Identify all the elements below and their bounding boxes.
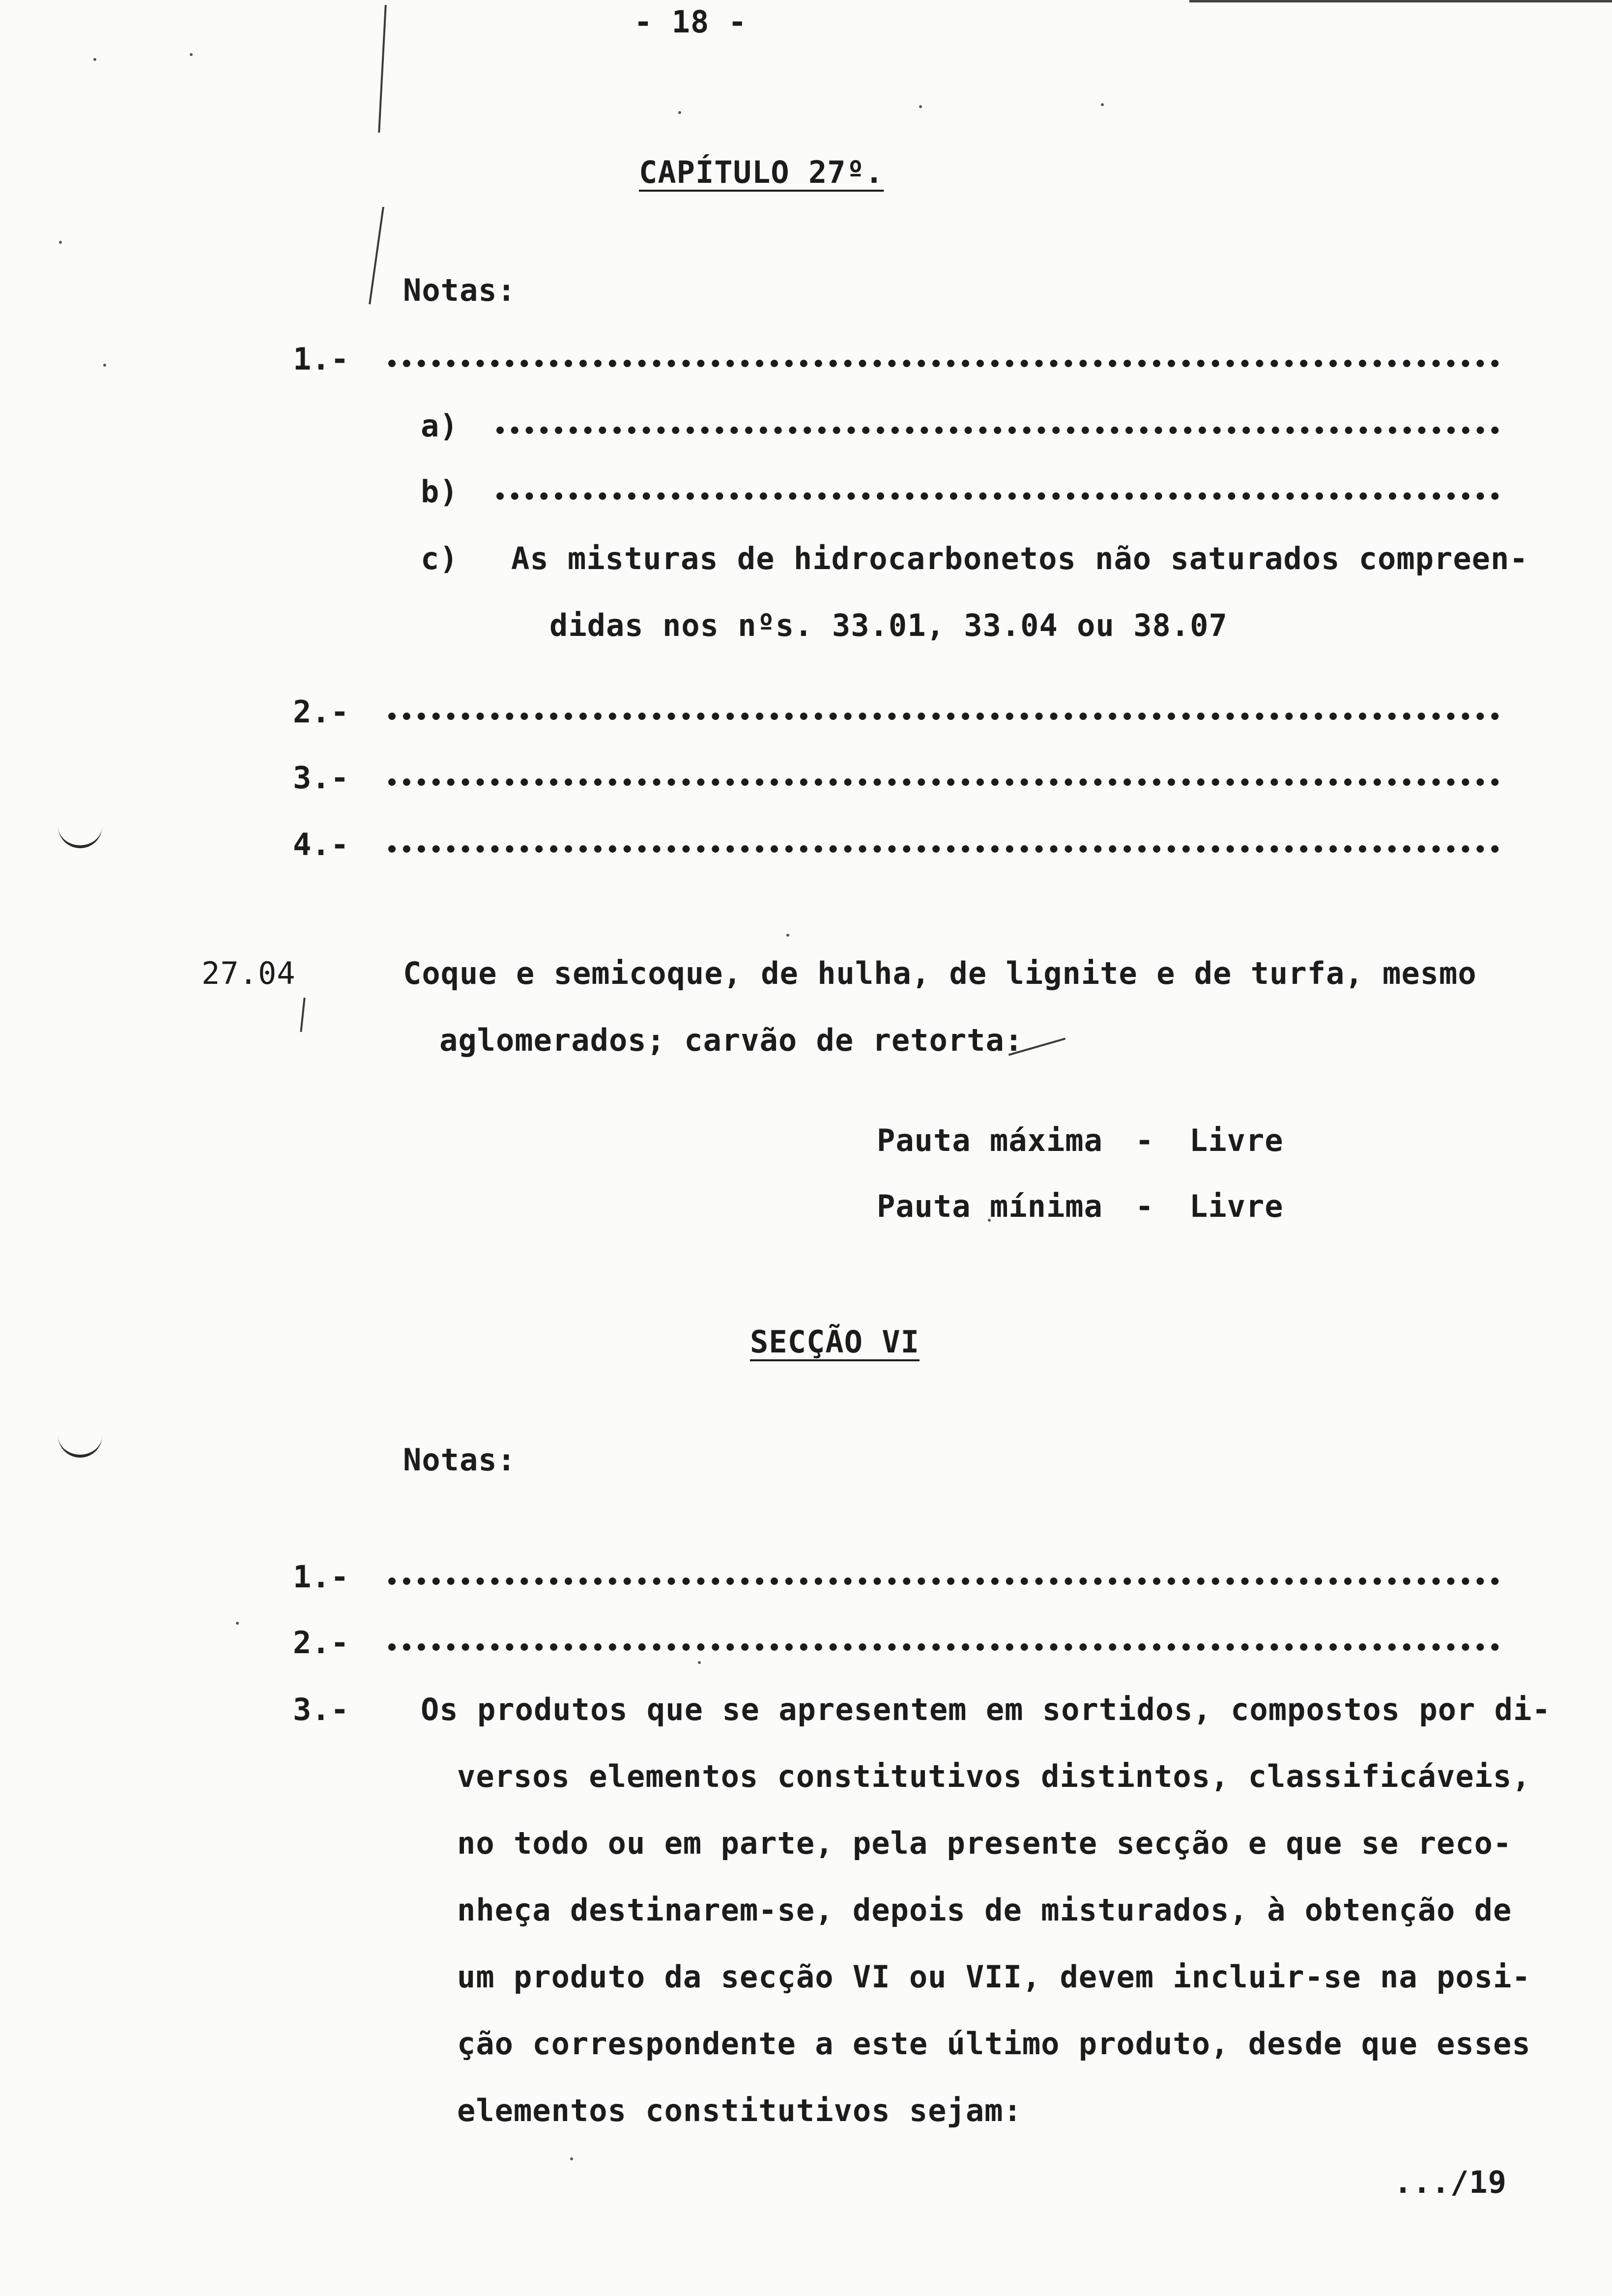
ink-speck [786,934,789,937]
note-number: 3.- [293,1692,349,1727]
ink-speck [59,241,62,244]
ink-speck [678,111,681,114]
section-notes-label: Notas: [403,1442,516,1478]
margin-rule-mark [369,207,384,305]
ink-speck [919,105,922,108]
top-edge-line [1189,0,1612,2]
omission-dots [388,705,1499,720]
section-title: SECÇÃO VI [750,1324,920,1360]
ink-speck [570,2157,573,2160]
tariff-label: Pauta máxima [877,1122,1103,1158]
tariff-value: Livre [1189,1188,1284,1224]
omission-dots [388,1636,1499,1651]
page-number: - 18 - [634,4,747,40]
tariff-value: Livre [1189,1122,1284,1158]
ink-speck [93,58,96,61]
sub-note-letter: a) [421,408,459,444]
ink-speck [1101,103,1104,106]
sub-note-letter: b) [421,474,459,510]
note-number: 3.- [293,760,349,796]
omission-dots [388,837,1499,853]
ink-speck [698,1661,701,1664]
note-paragraph-line: um produto da secção VI ou VII, devem incluir-se na posi- [457,1959,1531,1995]
ink-speck [103,364,106,367]
omission-dots [496,485,1499,500]
chapter-notes-label: Notas: [403,272,516,308]
chapter-title: CAPÍTULO 27º. [639,154,884,190]
ink-speck [236,1622,239,1625]
tariff-heading-code: 27.04 [202,955,296,991]
continuation-marker: .../19 [1394,2164,1507,2200]
note-paragraph-line: Os produtos que se apresentem em sortidos, compostos por di- [421,1692,1551,1727]
sub-note-text: As misturas de hidrocarbonetos não saturados compreen- [511,541,1528,576]
punch-hole-mark [58,1430,102,1458]
tariff-label: Pauta mínima [877,1188,1103,1224]
margin-rule-mark [378,5,387,133]
ink-speck [190,53,193,56]
note-number: 2.- [293,1625,349,1661]
note-paragraph-line: ção correspondente a este último produto, desde que esses [457,2026,1531,2062]
sub-note-text: didas nos nºs. 33.01, 33.04 ou 38.07 [549,607,1228,643]
note-number: 1.- [293,1559,349,1595]
omission-dots [388,771,1499,786]
punch-hole-mark [58,821,102,848]
note-number: 2.- [293,694,349,730]
sub-note-letter: c) [421,541,459,576]
omission-dots [388,1570,1499,1585]
tariff-dash: - [1135,1122,1154,1158]
note-paragraph-line: no todo ou em parte, pela presente secção e que se reco- [457,1825,1512,1861]
tariff-heading-text: aglomerados; carvão de retorta: [439,1022,1024,1058]
note-number: 1.- [293,341,349,377]
omission-dots [496,419,1499,434]
note-number: 4.- [293,827,349,862]
note-paragraph-line: nheça destinarem-se, depois de misturados, à obtenção de [457,1892,1512,1928]
margin-rule-mark [300,998,305,1032]
omission-dots [388,352,1499,367]
tariff-heading-text: Coque e semicoque, de hulha, de lignite e de turfa, mesmo [403,955,1477,991]
note-paragraph-line: elementos constitutivos sejam: [457,2093,1022,2128]
tariff-dash: - [1135,1188,1154,1224]
note-paragraph-line: versos elementos constitutivos distintos, classificáveis, [457,1758,1531,1794]
